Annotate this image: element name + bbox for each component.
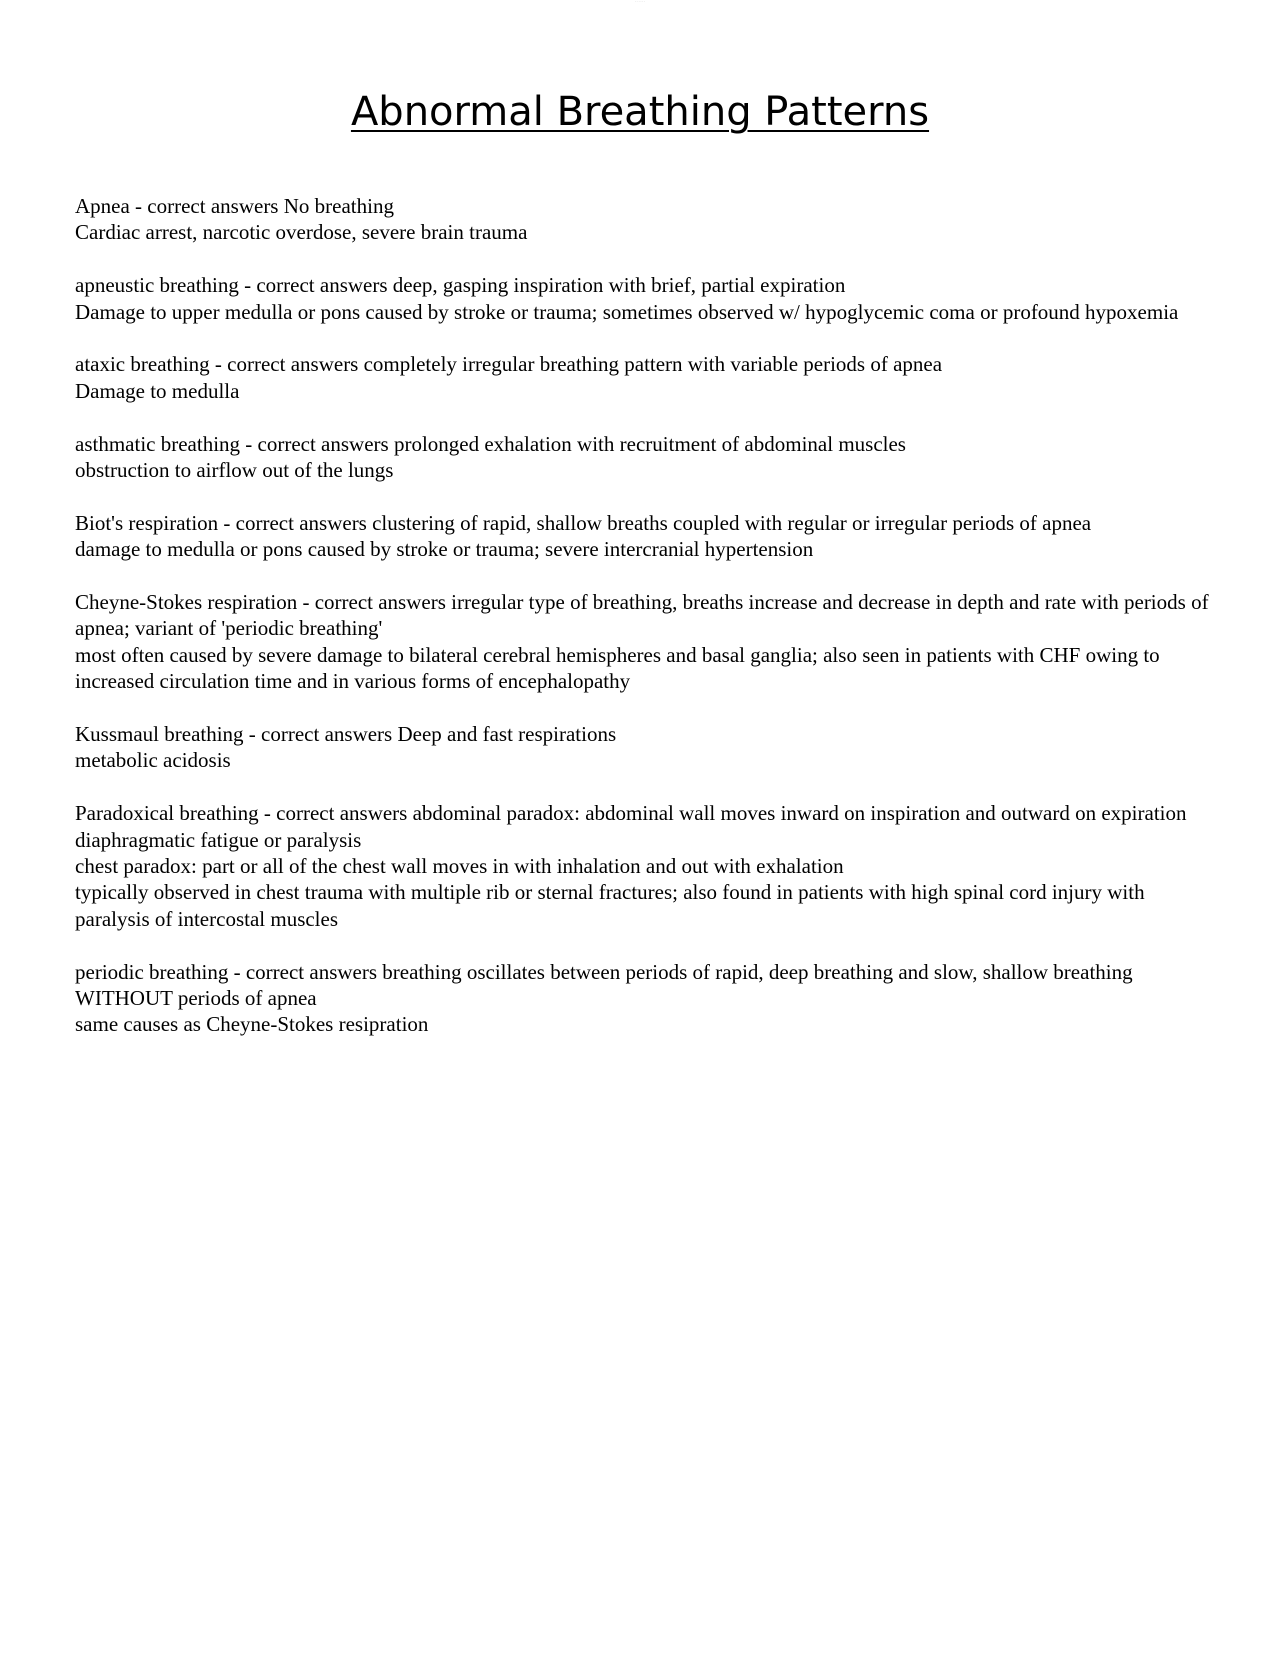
entry-causes: diaphragmatic fatigue or paralysis [75,827,362,852]
entry-definition: Apnea - correct answers No breathing [75,194,394,218]
entry-cheyne-stokes-respiration [75,589,1215,695]
entry-apneustic-breathing [75,272,1215,325]
entry-causes: Damage to medulla [75,378,240,403]
entry-definition: Cheyne-Stokes respiration - correct answers irregular type of breathing, breaths increase and decrease in depth and rate with periods of apnea; variant of 'periodic breathing' [75,590,1209,641]
entry-causes: typically observed in chest trauma with multiple rib or sternal fractures; also found in patients with high spinal cord injury with paralysis of intercostal muscles [75,880,1145,931]
entry-definition: ataxic breathing - correct answers completely irregular breathing pattern with variable periods of apnea [75,352,943,377]
entry-causes: damage to medulla or pons caused by stroke or trauma; severe intercranial hypertension [75,537,814,562]
entry-causes: Cardiac arrest, narcotic overdose, severe brain trauma [75,220,528,245]
entry-kussmaul-breathing [75,721,1215,774]
entry-ataxic-breathing [75,351,1215,404]
entry-paradoxical-breathing [75,800,1215,932]
entry-definition: asthmatic breathing - correct answers prolonged exhalation with recruitment of abdominal muscles [75,431,906,456]
entry-causes: obstruction to airflow out of the lungs [75,458,394,483]
entry-biots-respiration [75,510,1215,563]
entry-causes: most often caused by severe damage to bilateral cerebral hemispheres and basal ganglia; also seen in patients with CHF owing to increased circulation time and in various forms of encephalopathy [75,642,1160,694]
entry-asthmatic-breathing [75,431,1215,484]
entry-definition: Biot's respiration - correct answers clustering of rapid, shallow breaths coupled with regular or irregular periods of apnea [75,510,1092,535]
entry-definition: chest paradox: part or all of the chest wall moves in with inhalation and out with exhalation [75,854,844,879]
entry-causes: same causes as Cheyne-Stokes resipration [75,1012,429,1037]
page-header-mark: · · · · · · [634,0,646,3]
entry-definition: apneustic breathing - correct answers deep, gasping inspiration with brief, partial expiration [75,273,846,298]
entry-causes: metabolic acidosis [75,748,231,773]
entry-periodic-breathing [75,959,1215,1038]
entry-causes: Damage to upper medulla or pons caused by stroke or trauma; sometimes observed w/ hypoglycemic coma or profound hypoxemia [75,299,1179,324]
entry-apnea [75,193,1215,246]
entry-definition: Kussmaul breathing - correct answers Deep and fast respirations [75,722,617,747]
entry-definition: periodic breathing - correct answers breathing oscillates between periods of rapid, deep breathing and slow, shallow breathing WITHOUT periods of apnea [75,959,1133,1011]
document-body [75,193,1215,1064]
entry-definition: Paradoxical breathing - correct answers abdominal paradox: abdominal wall moves inward on inspiration and outward on expiration [75,801,1187,826]
page-title: Abnormal Breathing Patterns [350,89,930,135]
